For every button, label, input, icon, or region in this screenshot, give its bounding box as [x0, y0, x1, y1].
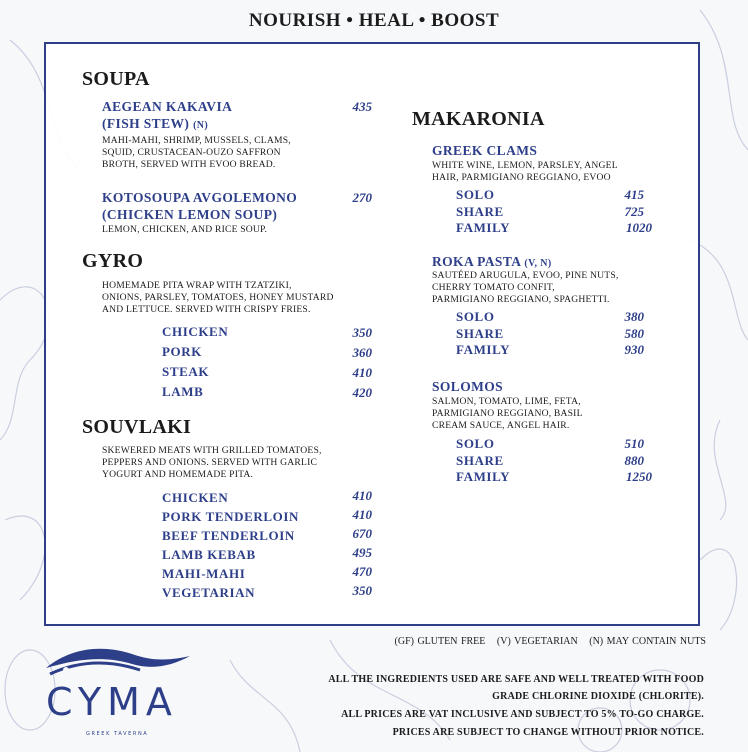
option-name: STEAK	[162, 364, 210, 379]
option-price: 670	[352, 526, 372, 541]
item-name-line	[102, 115, 232, 134]
description-line: YOGURT AND HOMEMADE PITA.	[102, 469, 254, 480]
option-name: MAHI-MAHI	[162, 566, 246, 581]
option-price: 420	[352, 385, 372, 400]
item-name-text: (FISH STEW)	[102, 116, 190, 131]
notice-line: PRICES ARE SUBJECT TO CHANGE WITHOUT PRIOR NOTICE.	[392, 727, 704, 738]
description-line: SALMON, TOMATO, LIME, FETA,	[432, 396, 581, 407]
option-price: 880	[624, 453, 644, 468]
description-line: MAHI-MAHI, SHRIMP, MUSSELS, CLAMS,	[102, 135, 291, 146]
description-line: CREAM SAUCE, ANGEL HAIR.	[432, 420, 570, 431]
brand-subtitle: GREEK TAVERNA	[86, 731, 149, 737]
item-name-line: AEGEAN KAKAVIA	[102, 99, 233, 114]
item-name-line: KOTOSOUPA AVGOLEMONO	[102, 190, 298, 205]
description-line: HOMEMADE PITA WRAP WITH TZATZIKI,	[102, 280, 292, 291]
page-tagline: NOURISH • HEAL • BOOST	[248, 10, 500, 31]
section-description	[102, 445, 322, 481]
option-name: FAMILY	[456, 220, 511, 235]
item-description	[102, 224, 267, 236]
option-price: 725	[624, 204, 644, 219]
item-name-line: (CHICKEN LEMON SOUP)	[102, 207, 278, 222]
item-name-aegean-kakavia	[102, 98, 232, 134]
item-description	[432, 160, 618, 184]
option-price: 380	[624, 309, 644, 324]
section-description	[102, 280, 334, 316]
description-line: SQUID, CRUSTACEAN-OUZO SAFFRON	[102, 147, 281, 158]
notice-line: GRADE CHLORINE DIOXIDE (CHLORITE).	[492, 691, 704, 702]
option-name: SHARE	[456, 204, 504, 219]
option-price: 580	[624, 326, 644, 341]
description-line: SAUTÉED ARUGULA, EVOO, PINE NUTS,	[432, 270, 619, 281]
option-price: 410	[352, 365, 372, 380]
option-name: CHICKEN	[162, 490, 229, 505]
option-price: 930	[624, 342, 644, 357]
option-name: CHICKEN	[162, 324, 229, 339]
option-price: 510	[624, 436, 644, 451]
option-price: 350	[352, 583, 372, 598]
option-name: SHARE	[456, 326, 504, 341]
item-name-kotosoupa	[102, 189, 297, 223]
item-name-text: ROKA PASTA	[432, 254, 521, 269]
option-price: 415	[624, 187, 644, 202]
option-price: 410	[352, 507, 372, 522]
legend-nuts: (N) MAY CONTAIN NUTS	[589, 636, 706, 647]
brand-name: CYMA	[46, 680, 178, 724]
item-description	[102, 135, 291, 171]
option-name: SOLO	[456, 309, 495, 324]
notice-line: ALL THE INGREDIENTS USED ARE SAFE AND WELL TREATED WITH FOOD	[328, 674, 704, 685]
option-price: 1250	[626, 469, 652, 484]
dietary-tag: (V, N)	[524, 258, 552, 269]
menu-frame	[44, 42, 700, 626]
option-name: SOLO	[456, 436, 495, 451]
legend-gluten-free: (GF) GLUTEN FREE	[394, 636, 486, 647]
legend-vegetarian: (V) VEGETARIAN	[496, 636, 578, 647]
option-price: 360	[352, 345, 372, 360]
option-price: 1020	[626, 220, 652, 235]
option-name: BEEF TENDERLOIN	[162, 528, 295, 543]
option-name: SHARE	[456, 453, 504, 468]
option-price: 350	[352, 325, 372, 340]
description-line: AND LETTUCE. SERVED WITH CRISPY FRIES.	[102, 304, 311, 315]
section-title-makaronia: MAKARONIA	[412, 108, 545, 130]
option-price: 470	[352, 564, 372, 579]
section-title-souvlaki: SOUVLAKI	[82, 416, 192, 438]
option-name: FAMILY	[456, 342, 511, 357]
section-title-gyro: GYRO	[82, 250, 144, 272]
option-name: LAMB	[162, 384, 204, 399]
option-price: 410	[352, 488, 372, 503]
option-name: PORK	[162, 344, 202, 359]
option-name: FAMILY	[456, 469, 511, 484]
description-line: SKEWERED MEATS WITH GRILLED TOMATOES,	[102, 445, 322, 456]
option-name: PORK TENDERLOIN	[162, 509, 299, 524]
description-line: PARMIGIANO REGGIANO, BASIL	[432, 408, 583, 419]
option-name: SOLO	[456, 187, 495, 202]
notice-line: ALL PRICES ARE VAT INCLUSIVE AND SUBJECT TO 5% TO-GO CHARGE.	[341, 709, 704, 720]
item-description	[432, 270, 618, 306]
description-line: WHITE WINE, LEMON, PARSLEY, ANGEL	[432, 160, 618, 171]
item-description	[432, 396, 583, 432]
item-price: 270	[352, 190, 372, 205]
description-line: PEPPERS AND ONIONS. SERVED WITH GARLIC	[102, 457, 318, 468]
item-name-solomos: SOLOMOS	[432, 379, 504, 394]
item-price: 435	[352, 99, 372, 114]
option-price: 495	[352, 545, 372, 560]
description-line: PARMIGIANO REGGIANO, SPAGHETTI.	[432, 294, 610, 305]
description-line: LEMON, CHICKEN, AND RICE SOUP.	[102, 224, 268, 235]
option-name: LAMB KEBAB	[162, 547, 256, 562]
dietary-tag: (N)	[193, 120, 209, 131]
description-line: CHERRY TOMATO CONFIT,	[432, 282, 555, 293]
item-name-greek-clams: GREEK CLAMS	[432, 143, 538, 158]
description-line: HAIR, PARMIGIANO REGGIANO, EVOO	[432, 172, 611, 183]
description-line: BROTH, SERVED WITH EVOO BREAD.	[102, 159, 276, 170]
option-name: VEGETARIAN	[162, 585, 256, 600]
description-line: ONIONS, PARSLEY, TOMATOES, HONEY MUSTARD	[102, 292, 334, 303]
dietary-legend	[387, 636, 706, 647]
section-title-soupa: SOUPA	[82, 68, 150, 90]
